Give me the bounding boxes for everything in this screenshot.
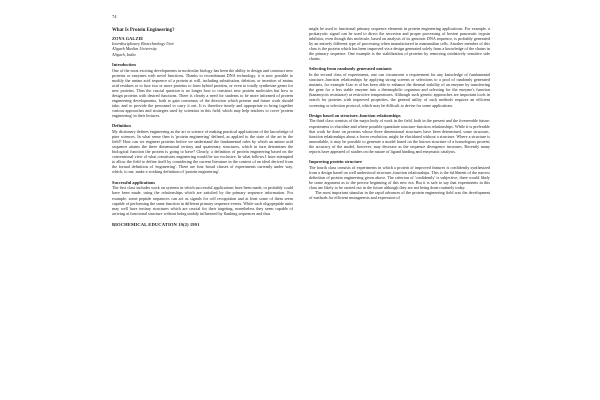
section-heading-definition: Definition [112, 123, 131, 129]
closing-text: The most important stimulus in the rapid advances of the protein engineering field was the development of methods for efficient mutagenesis and expression of [309, 189, 490, 200]
continuation-text: might be used to functional primary sequence elements in protein engineering applications. For example, a prokaryotic signal can be used to direct the secretion and proper processing of bovine pancreatic trypsin inhibitor, even though this molecule, based on analysis of its genomic DNA sequence, is probably generated by an entirely different type of processing when manufactured in mammalian cells. Another member of this class is the protein which has been improved via a design generated solely from a knowledge of the chains in the primary sequence. One example is the stabilization of proteins by removing oxidatively sensitive side chains. [309, 26, 490, 62]
journal-footer: BIOCHEMICAL EDUCATION 19(2) 1991 [112, 221, 200, 227]
section-heading-random-mutants: Selecting from randomly generated mutants [309, 66, 392, 72]
successful-applications-text: The first class includes work on systems in which successful applications have been made, or probably could have been made, using the relationships which are satisfied by the primary sequence information. For example, some peptide sequences can act as signals for cell recognition and at least some of them seem capable of performing the same function in different primary sequence events. While such oligopeptide units may well have tertiary structures which are crucial for their targeting, nonetheless they seem capable of arriving at functional structure without being unduly influenced by flanking sequences and thus [112, 185, 293, 216]
affiliation-line-2: Aligarh Muslim University [112, 46, 157, 52]
affiliation-line-3: Aligarh, India [112, 51, 136, 57]
section-heading-improving-structure: Improving protein structure [309, 158, 362, 164]
introduction-text: One of the most exciting developments in molecular biology has been the ability to design and construct new proteins or enzymes with novel functions. Thanks to recombinant DNA technology, it is now possible to modify the amino acid sequence of a protein at will, including substitution, deletion, or insertion of amino acid residues or to fuse two or more proteins to form hybrid proteins, or even to totally synthesize genes for new proteins. Thus the crucial question is no longer how to construct new protein molecules but how to design proteins with desired functions. There is clearly a need for students to be more informed of protein engineering developments, both to gain consensus of the direction which present and future work should take, and to provide the personnel to carry it out. It is therefore timely and appropriate to bring together various approaches and strategies used by scientists in this field, which may help teachers to cover 'protein engineering' in their lectures. [112, 67, 293, 119]
section-heading-introduction: Introduction [112, 61, 136, 67]
improving-structure-text: The fourth class consists of experiments in which a protein of improved features is confidently synthesized from a design based on well understood structure–function relationships. This is the fulfilment of the narrow definition of protein engineering given above. The criterion of 'confidently' is subjective, there would likely be some argument as to the precise beginning of this new era. But it is safe to say that experiments in this class are likely to be carried out in the future although they are not being done routinely today. [309, 164, 490, 190]
journal-page [112, 14, 490, 390]
author-name: ZOYA GALZIE [112, 35, 144, 41]
page-number: 74 [112, 14, 117, 19]
structure-function-text: The third class consists of the major body of work in the field, both in the present and the foreseeable future: experiments to elucidate and where possible quantitate structure-function relationships. While it is preferable that work be done on proteins whose three dimensional structures have been determined, some structure–function relationships about a lower resolution, might be elucidated without a structure. Where a structure is unavailable, it may be possible to generate a model based on the known structure of a homologous protein; the accuracy of the model, however, may decrease as the sequence divergence increases. Recently many reports have appeared of studies on the nature of ligand binding and enzymatic catalysis. [309, 118, 490, 154]
article-title: What Is Protein Engineering? [112, 28, 175, 33]
section-heading-successful-applications: Successful applications [112, 179, 156, 185]
random-mutants-text: In the second class of experiments, one can circumvent a requirement for any knowledge of fundamental structure–function relationships by applying strong screens or selections to a pool of randomly generated mutants, for example Liao et al has been able to enhance the thermal stability of an enzyme by transferring the gene for a less stable enzyme into a thermophilic organism and selecting for the enzyme's function (kanamycin resistance) at restrictive temperatures. Although such genetic approaches are important tools in search for proteins with improved properties, the general utility of such methods requires an efficient screening or selection protocol, which may be difficult to devise for some applications. [309, 72, 490, 108]
affiliation-line-1: Interdisciplinary Biotechnology Unit [112, 41, 174, 47]
section-heading-structure-function: Design based on structure–function relationships [309, 112, 401, 118]
left-column [112, 28, 293, 227]
definition-text: My dictionary defines engineering as the art or science of making practical applications of the knowledge of pure sciences. In what sense then is 'protein engineering' defined, as applied to the state of the art in the field? How can we engineer proteins before we understand the fundamental rules by which an amino acid sequence attains the three dimensional tertiary and quaternary structures, which in turn determines the biological function the protein is going to have? Clearly, a definition of protein engineering based on the conventional view of what constitutes engineering would be too exclusive. In what follows I have attempted to allow the field to define itself by considering the current literature in the context of an ideal derived from the formal definition of 'engineering'. There are four broad classes of experiments currently under way, which, to me, make a working definition of 'protein engineering'. [112, 129, 293, 175]
right-column [309, 26, 490, 200]
